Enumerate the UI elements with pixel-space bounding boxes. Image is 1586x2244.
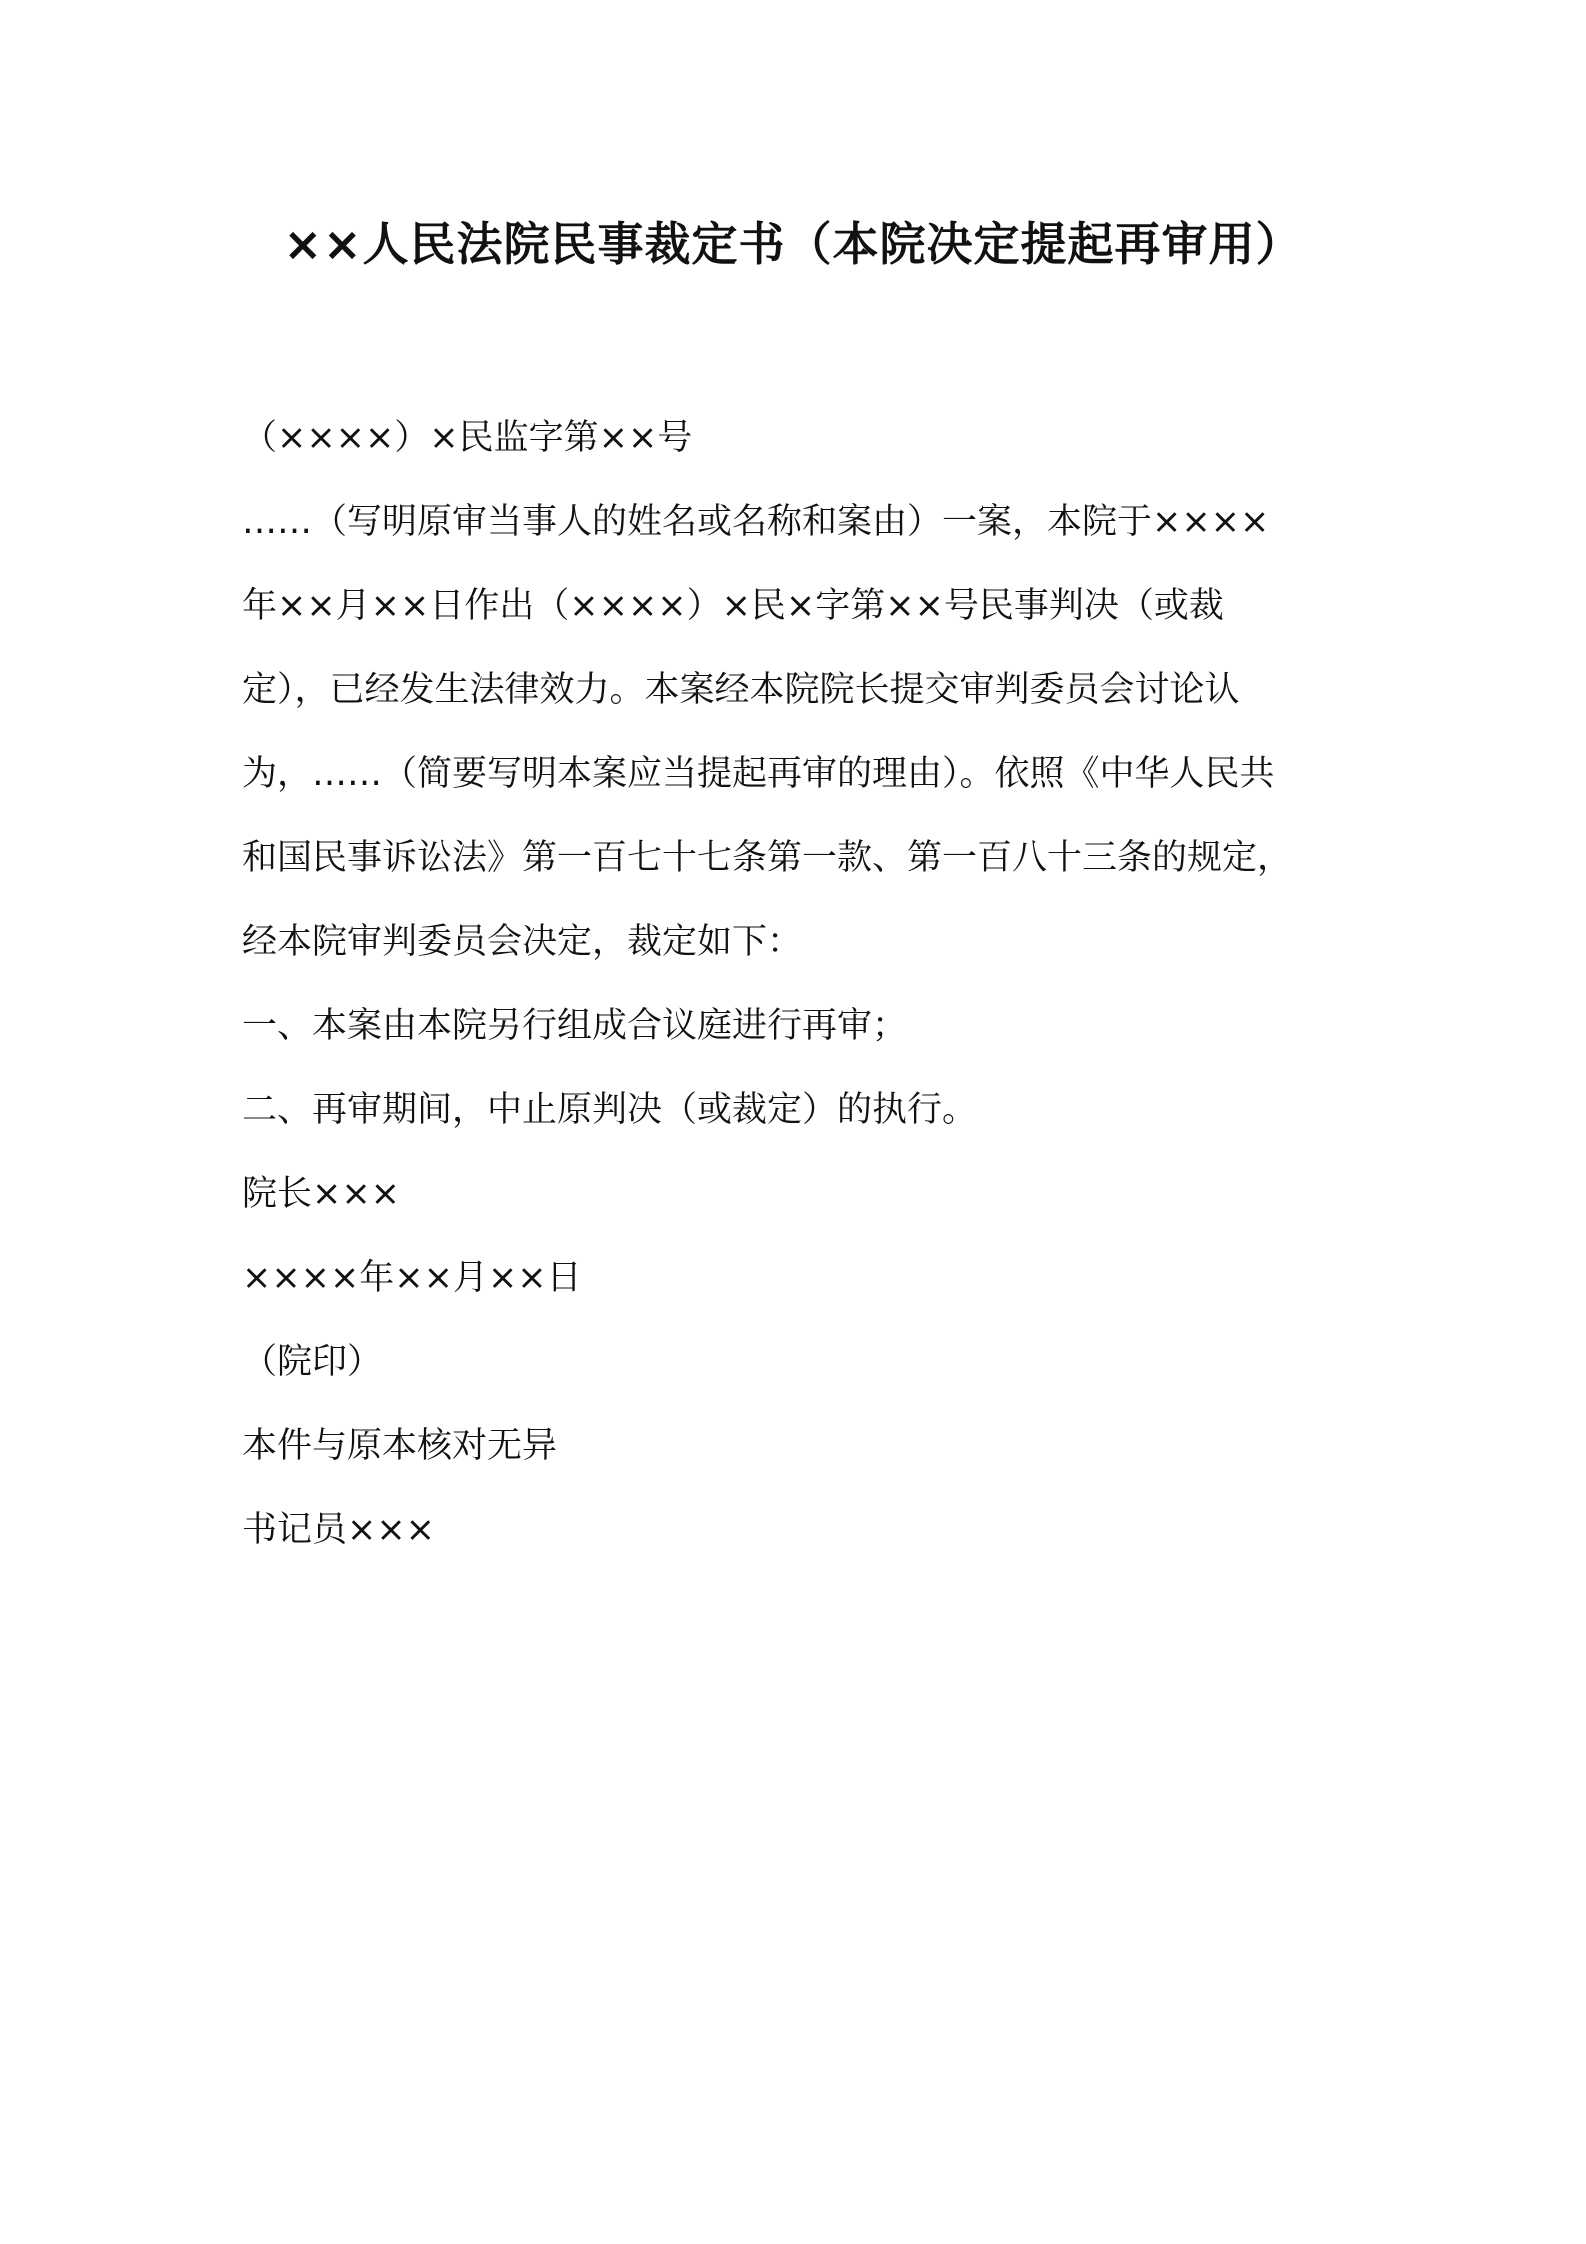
body-line-retrial-reason: 为，……（简要写明本案应当提起再审的理由）。依照《中华人民共 — [242, 754, 1275, 794]
ruling-item-1: 一、本案由本院另行组成合议庭进行再审； — [242, 1006, 908, 1046]
court-seal-note: （院印） — [242, 1342, 383, 1382]
body-line-legal-effect: 定），已经发生法律效力。本案经本院院长提交审判委员会讨论认 — [242, 670, 1240, 710]
verification-note: 本件与原本核对无异 — [242, 1426, 558, 1466]
body-line-ruling-intro: 经本院审判委员会决定，裁定如下： — [242, 922, 803, 962]
ruling-item-2: 二、再审期间，中止原判决（或裁定）的执行。 — [242, 1090, 978, 1130]
body-line-case-intro: ……（写明原审当事人的姓名或名称和案由）一案，本院于×××× — [242, 502, 1270, 542]
signature-president: 院长××× — [242, 1174, 400, 1214]
document-title: ××人民法院民事裁定书（本院决定提起再审用） — [283, 217, 1303, 271]
body-line-judgment-date: 年××月××日作出（××××）×民×字第××号民事判决（或裁 — [242, 586, 1224, 626]
signature-clerk: 书记员××× — [242, 1510, 435, 1550]
body-line-legal-basis: 和国民事诉讼法》第一百七十七条第一款、第一百八十三条的规定， — [242, 838, 1293, 878]
signature-date: ××××年××月××日 — [242, 1258, 582, 1298]
case-number: （××××）×民监字第××号 — [242, 418, 693, 458]
